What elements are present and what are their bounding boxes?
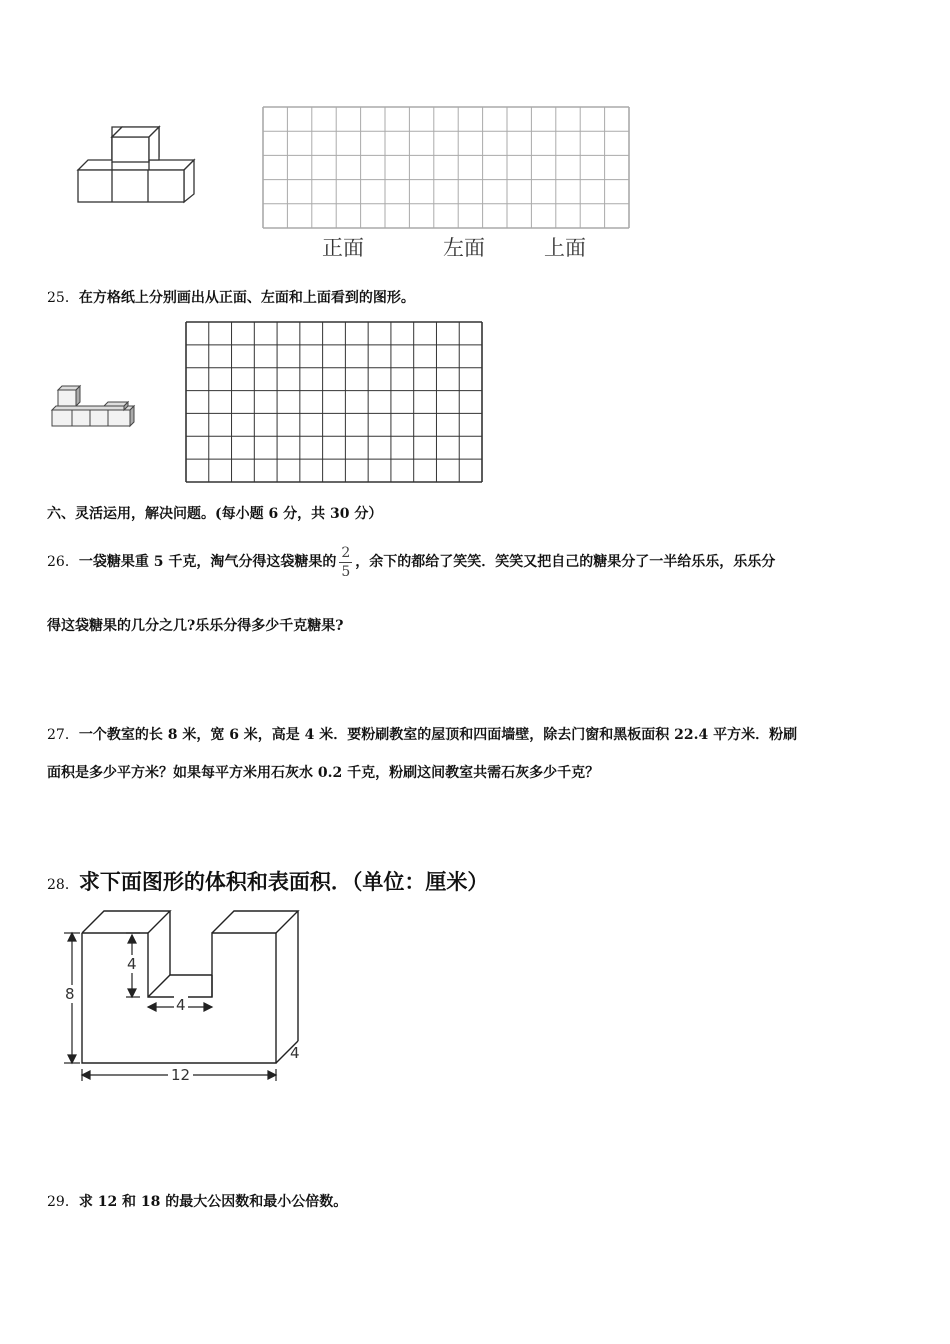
- label-left-view: 左面: [443, 236, 485, 260]
- q25-cube-figure: [50, 382, 140, 432]
- question-text: 求 12 和 18 的最大公因数和最小公倍数。: [78, 1194, 348, 1210]
- fraction-numerator: 2: [341, 544, 351, 561]
- question-number: 29．: [47, 1194, 79, 1210]
- dim-height: 8: [65, 985, 75, 1003]
- question-26-line2: 得这袋糖果的几分之几?乐乐分得多少千克糖果?: [47, 618, 344, 634]
- question-text: 一个教室的长 8 米，宽 6 米，高是 4 米．要粉刷教室的屋顶和四面墙壁，除去门窗和黑板面积 22.4 平方米．粉刷: [78, 727, 798, 743]
- dim-depth: 4: [290, 1044, 300, 1062]
- section-6-title: 六、灵活运用，解决问题。(每小题 6 分，共 30 分）: [47, 506, 383, 522]
- question-25: [47, 287, 415, 307]
- question-text-b: ，余下的都给了笑笑．笑笑又把自己的糖果分了一半给乐乐，乐乐分: [355, 554, 776, 570]
- question-number: 25．: [47, 290, 79, 306]
- question-28: [47, 866, 488, 896]
- label-top-view: 上面: [544, 236, 586, 260]
- question-number: 27．: [47, 727, 79, 743]
- dim-notch-depth: 4: [127, 955, 137, 973]
- question-number: 26．: [47, 554, 79, 570]
- question-29: [47, 1191, 347, 1211]
- question-27-line2: 面积是多少平方米？如果每平方米用石灰水 0.2 千克，粉刷这间教室共需石灰多少千克？: [47, 765, 600, 781]
- question-27-line1: [47, 724, 797, 744]
- question-number: 28．: [47, 877, 79, 893]
- q24-cube-figure: [74, 122, 199, 207]
- question-26-line1: [47, 527, 775, 597]
- q25-answer-grid[interactable]: [185, 321, 483, 483]
- fraction-two-fifths: [339, 544, 352, 581]
- label-front-view: 正面: [322, 236, 364, 260]
- question-text-a: 一袋糖果重 5 千克，淘气分得这袋糖果的: [78, 554, 337, 570]
- dim-notch-width: 4: [176, 996, 186, 1014]
- question-text: 在方格纸上分别画出从正面、左面和上面看到的图形。: [78, 290, 415, 306]
- q24-answer-grid[interactable]: [262, 106, 630, 229]
- q28-u-shape-solid: [60, 905, 320, 1085]
- dim-length: 12: [168, 1066, 193, 1084]
- fraction-denominator: 5: [341, 563, 351, 580]
- question-text: 求下面图形的体积和表面积．（单位：厘米）: [78, 869, 489, 894]
